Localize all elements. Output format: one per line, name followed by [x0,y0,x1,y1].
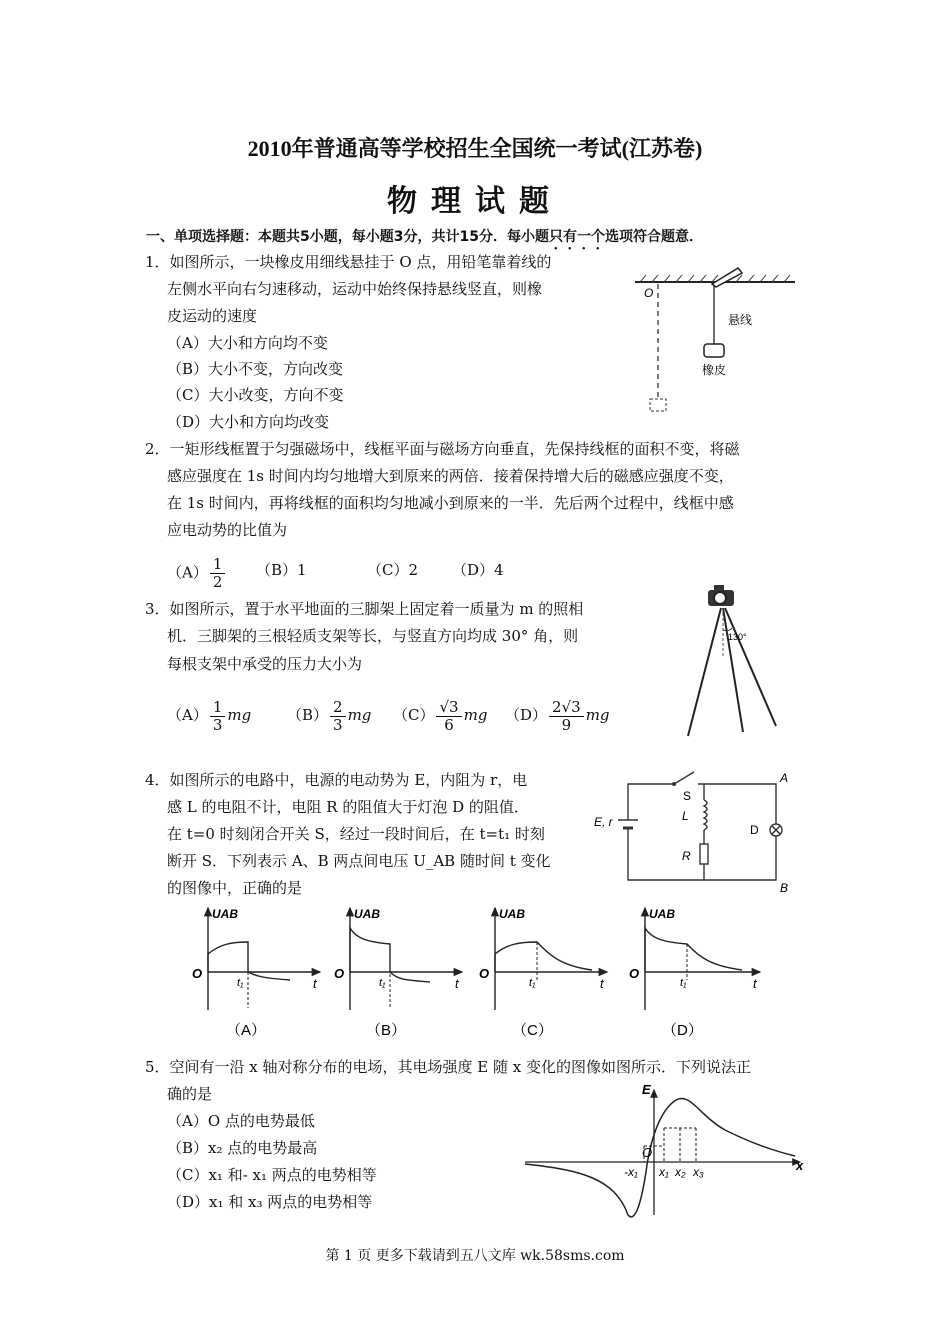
t1-label: t₁ [529,977,536,989]
exam-title: 2010年普通高等学校招生全国统一考试(江苏卷) [247,136,703,161]
fraction-numerator: 2√3 [549,699,584,717]
q2-line-2: 感应强度在 1s 时间内均匀地增大到原来的两倍．接着保持增大后的磁感应强度不变， [167,467,734,485]
x3-label: x₃ [693,1165,704,1179]
fraction-denominator: 3 [333,715,343,734]
q3-tripod-figure [680,578,780,740]
q5-field-figure [520,1080,810,1220]
x-axis-label: t [753,976,757,991]
graph-label: （A） [226,1022,267,1039]
fraction-numerator: √3 [436,699,461,717]
q1-option-a: （A）大小和方向均不变 [167,334,328,352]
q2-option-a-prefix: （A） [167,563,208,582]
camera-flash [714,585,724,591]
graph-label: （D） [662,1022,703,1039]
x-axis-label: t [600,976,604,991]
t1-label: t₁ [237,977,244,989]
origin-label: O [642,1145,653,1160]
q5-option-c: （C）x₁ 和- x₁ 两点的电势相等 [167,1166,377,1184]
q5-option-a: （A）O 点的电势最低 [167,1112,315,1130]
q5-line-1: 5．空间有一沿 x 轴对称分布的电场，其电场强度 E 随 x 变化的图像如图所示．下列说法正 [145,1058,752,1076]
q4-line-1: 4．如图所示的电路中，电源的电动势为 E，内阻为 r，电 [145,771,528,789]
fraction-denominator: 9 [561,715,572,734]
fraction-numerator: 2 [330,699,346,717]
graph-curve [645,928,742,972]
angle-label: 130° [728,632,747,642]
q3-option-c-prefix: （C） [393,706,435,724]
subject-title: 物理试题 [387,184,563,219]
origin-label: O [334,966,345,981]
origin-label: O [629,966,640,981]
x-axis-label: t [313,976,317,991]
q3-option-a-prefix: （A） [167,706,208,724]
x-axis-label: t [455,976,459,991]
origin-label: O [479,966,490,981]
field-curve [525,1098,795,1216]
q3-option-a-fraction [210,699,226,734]
graph-d [629,907,760,1039]
t1-label: t₁ [680,977,687,989]
y-axis-label: UAB [354,907,380,921]
q2-option-a-fraction [210,556,226,591]
x2-label: x₂ [675,1165,686,1179]
q3-line-3: 每根支架中承受的压力大小为 [167,655,363,673]
node-b-label: B [780,881,789,892]
q5-line-2: 确的是 [167,1085,213,1103]
q5-option-d: （D）x₁ 和 x₃ 两点的电势相等 [167,1193,373,1211]
node-a-label: A [780,771,789,785]
q4-graphs [180,900,790,1045]
q2-option-b: （B）1 [256,561,307,579]
t1-label: t₁ [379,977,386,989]
page-footer: 第 1 页 更多下载请到五八文库 wk.58sms.com [325,1248,625,1264]
q2-line-1: 2．一矩形线框置于匀强磁场中，线框平面与磁场方向垂直，先保持线框的面积不变，将磁 [145,440,740,458]
graph-label: （C） [512,1022,553,1039]
initial-eraser [650,399,666,411]
source-label: E, r [594,815,613,829]
q3-option-d-fraction [549,699,584,734]
q2-option-a [167,556,227,591]
q3-option-c [393,695,487,735]
resistor-label: R [682,849,691,863]
eraser [704,344,724,357]
inductor-coil [704,800,707,830]
tripod-leg-left [688,608,721,736]
string-label: 悬线 [728,313,753,327]
graph-curve [208,942,290,980]
origin-label: O [192,966,203,981]
q3-line-2: 机．三脚架的三根轻质支架等长，与竖直方向均成 30° 角，则 [167,627,579,645]
q4-line-4: 断开 S．下列表示 A、B 两点间电压 U_AB 随时间 t 变化 [167,852,551,870]
graph-b [334,907,462,1039]
switch-pivot [672,782,676,786]
fraction-numerator: 1 [210,699,226,717]
q4-line-5: 的图像中，正确的是 [167,879,303,897]
q5-option-b: （B）x₂ 点的电势最高 [167,1139,318,1157]
x1-label: x₁ [659,1165,669,1179]
q3-line-1: 3．如图所示，置于水平地面的三脚架上固定着一质量为 m 的照相 [145,600,584,618]
section-heading-main: 一、单项选择题：本题共5小题，每小题3分，共计15分．每小题 [146,229,549,245]
wire-top-left [628,784,674,820]
q3-unit-d: mg [585,706,610,724]
q3-option-c-fraction [436,699,461,734]
camera-lens-icon [714,592,726,604]
section-heading-emphasis: 只有一个 [548,229,605,245]
y-axis-label: UAB [212,907,238,921]
graph-c [479,907,607,1039]
q1-line-2: 左侧水平向右匀速移动，运动中始终保持悬线竖直，则橡 [167,280,543,298]
q1-option-c: （C）大小改变，方向不变 [167,386,344,404]
angle-arc [723,628,732,631]
lamp-label: D [750,823,759,837]
q1-figure [630,262,800,417]
q3-option-b [287,695,371,735]
q1-line-1: 1．如图所示，一块橡皮用细线悬挂于 O 点，用铅笔靠着线的 [145,253,552,271]
q2-line-3: 在 1s 时间内，再将线框的面积均匀地减小到原来的一半．先后两个过程中，线框中感 [167,494,734,512]
q2-line-4: 应电动势的比值为 [167,521,288,539]
q1-option-b: （B）大小不变，方向改变 [167,360,344,378]
inductor-label: L [682,809,689,823]
q1-option-d: （D）大小和方向均改变 [167,413,330,431]
fraction-numerator: 1 [210,556,226,574]
switch-label: S [683,789,692,803]
section-heading-tail: 选项符合题意． [604,229,703,245]
q3-option-a [167,695,251,735]
graph-a [192,907,320,1039]
q1-line-3: 皮运动的速度 [167,307,258,325]
q4-line-2: 感 L 的电阻不计，电阻 R 的阻值大于灯泡 D 的阻值． [167,798,529,816]
q4-line-3: 在 t=0 时刻闭合开关 S，经过一段时间后，在 t=t₁ 时刻 [167,825,545,843]
q3-unit-c: mg [463,706,488,724]
y-axis-label: UAB [499,907,525,921]
q2-option-d: （D）4 [452,561,504,579]
q3-unit-a: mg [227,706,252,724]
ceiling-hatching [640,275,790,282]
graph-label: （B） [366,1022,407,1039]
q3-unit-b: mg [347,706,372,724]
graph-curve [495,942,592,972]
q3-option-d-prefix: （D） [505,706,548,724]
q1-o-label: O [644,286,654,300]
fraction-denominator: 2 [212,573,223,591]
resistor-box [700,844,708,864]
fraction-denominator: 6 [444,715,454,734]
eraser-label: 橡皮 [702,363,727,377]
x-axis-label: x [796,1158,804,1173]
q3-option-b-fraction [330,699,346,734]
e-axis-label: E [642,1082,651,1097]
y-axis-label: UAB [649,907,675,921]
q3-option-b-prefix: （B） [287,706,329,724]
switch-blade [674,772,694,784]
q2-option-c: （C）2 [367,561,419,579]
fraction-denominator: 3 [212,715,223,734]
q4-circuit-figure [590,770,800,892]
q3-option-d [505,695,610,735]
neg-x1-label: -x₁ [624,1165,638,1179]
